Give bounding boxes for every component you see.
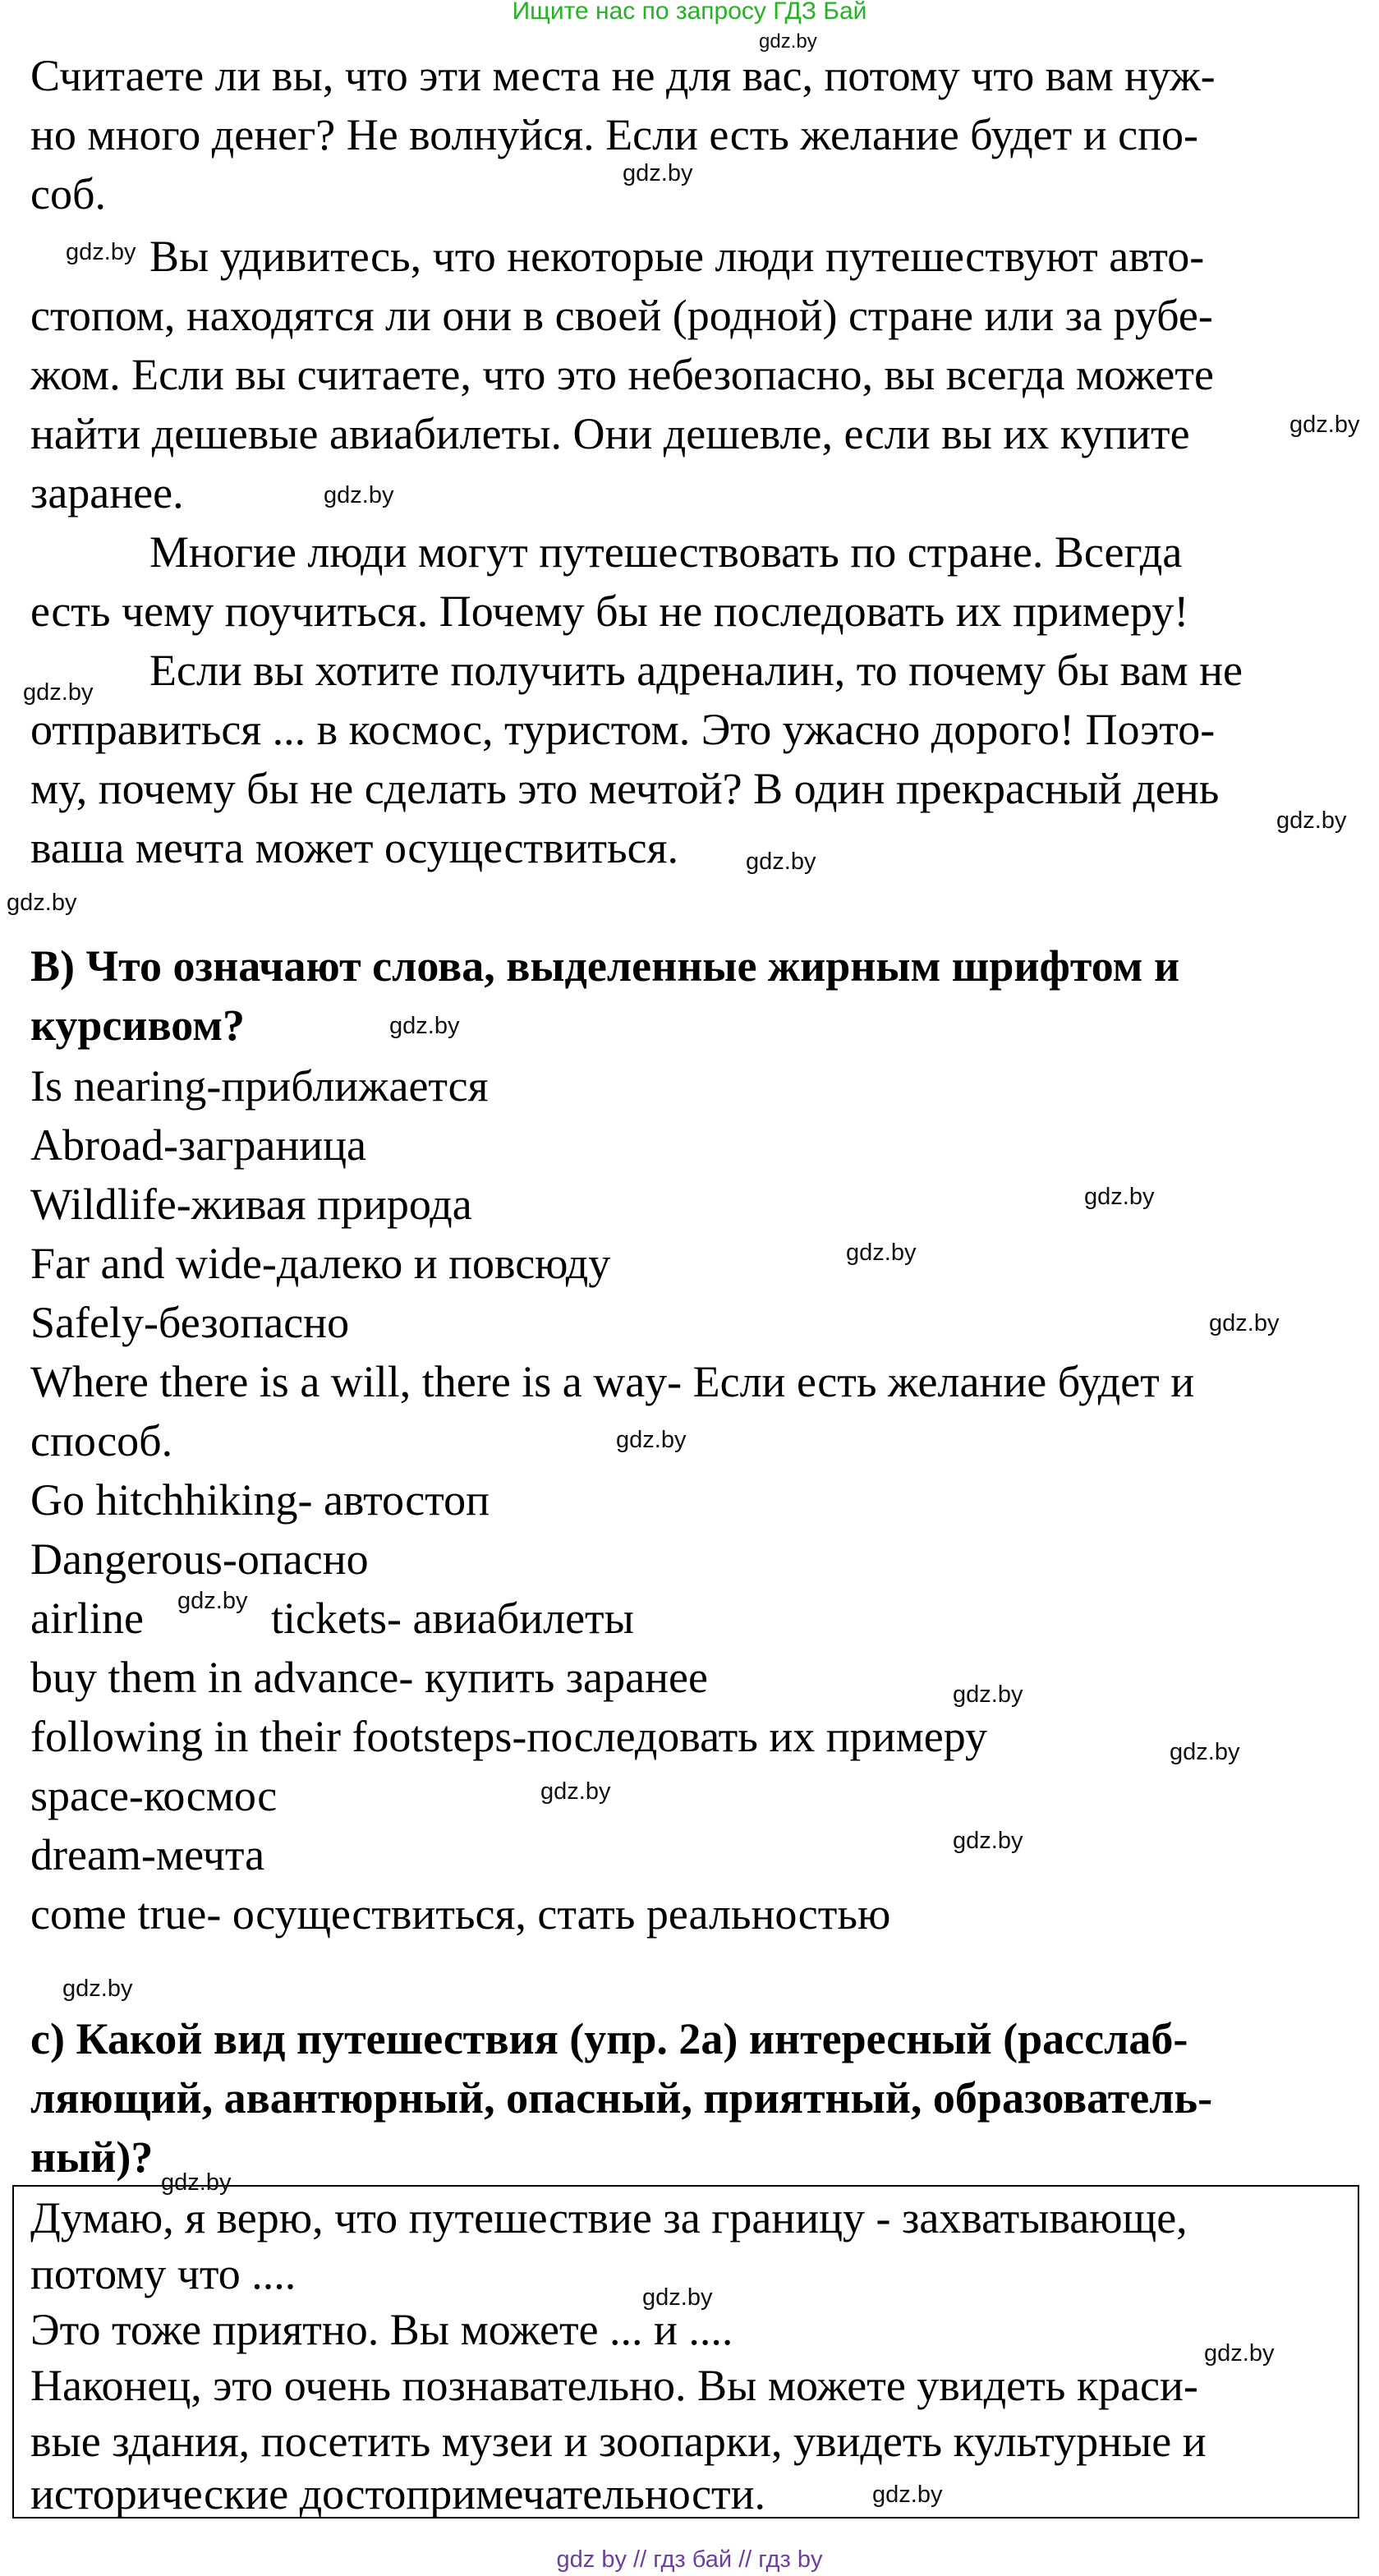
paragraph-4-line-4: ваша мечта может осуществиться. <box>30 823 678 872</box>
paragraph-1-line-2: но много денег? Не волнуйся. Если есть желание будет и спо- <box>30 110 1198 159</box>
bottom-banner[interactable]: gdz by // гдз бай // гдз by <box>556 2546 823 2573</box>
watermark: gdz.by <box>540 1778 611 1805</box>
section-c-heading-line-2: ляющий, авантюрный, опасный, приятный, образователь- <box>30 2073 1213 2123</box>
paragraph-2-line-5: заранее. <box>30 468 184 518</box>
watermark: gdz.by <box>846 1240 917 1266</box>
vocab-item: Abroad-заграница <box>30 1120 367 1170</box>
top-banner[interactable]: Ищите нас по запросу ГДЗ Бай <box>512 0 867 25</box>
paragraph-4-line-2: отправиться ... в космос, туристом. Это ужасно дорого! Поэто- <box>30 705 1216 754</box>
vocab-item: Wildlife-живая природа <box>30 1180 472 1229</box>
watermark: gdz.by <box>616 1427 687 1453</box>
watermark: gdz.by <box>7 890 77 916</box>
watermark: gdz.by <box>1289 412 1360 438</box>
watermark: gdz.by <box>1170 1739 1240 1765</box>
watermark: gdz.by <box>1204 2340 1275 2367</box>
vocab-item: Safely-безопасно <box>30 1298 350 1347</box>
watermark: gdz.by <box>953 1681 1023 1708</box>
paragraph-3-line-2: есть чему поучиться. Почему бы не последовать их примеру! <box>30 586 1189 636</box>
watermark: gdz.by <box>623 160 693 186</box>
paragraph-1-line-1: Считаете ли вы, что эти места не для вас, потому что вам нуж- <box>30 51 1216 100</box>
paragraph-2-line-3: жом. Если вы считаете, что это небезопасно, вы всегда можете <box>30 350 1214 399</box>
paragraph-4-line-3: му, почему бы не сделать это мечтой? В один прекрасный день <box>30 764 1220 813</box>
vocab-item: способ. <box>30 1416 173 1465</box>
vocab-item: come true- осуществиться, стать реальностью <box>30 1889 891 1939</box>
watermark: gdz.by <box>161 2169 232 2196</box>
section-c-heading-line-3: ный)? <box>30 2132 154 2182</box>
answer-line: Думаю, я верю, что путешествие за границу - захватывающе, <box>30 2193 1188 2242</box>
watermark: gdz.by <box>953 1828 1023 1854</box>
paragraph-2-line-4: найти дешевые авиабилеты. Они дешевле, если вы их купите <box>30 409 1190 458</box>
paragraph-1-line-3: соб. <box>30 169 106 218</box>
paragraph-4-line-1: Если вы хотите получить адреналин, то почему бы вам не <box>149 646 1243 695</box>
answer-line: потому что .... <box>30 2249 296 2298</box>
watermark: gdz.by <box>642 2284 713 2311</box>
vocab-item: Is nearing-приближается <box>30 1061 489 1111</box>
vocab-item: dream-мечта <box>30 1830 265 1879</box>
vocab-item: Go hitchhiking- автостоп <box>30 1475 490 1525</box>
vocab-item-airline: airline <box>30 1594 144 1643</box>
answer-line: исторические достопримечательности. <box>30 2469 766 2518</box>
vocab-item: following in their footsteps-последовать их примеру <box>30 1712 988 1761</box>
watermark: gdz.by <box>872 2482 943 2508</box>
watermark: gdz.by <box>23 679 94 706</box>
paragraph-3-line-1: Многие люди могут путешествовать по стране. Всегда <box>149 527 1183 577</box>
answer-line: Наконец, это очень познавательно. Вы можете увидеть краси- <box>30 2361 1198 2410</box>
vocab-item: Far and wide-далеко и повсюду <box>30 1239 611 1288</box>
vocab-item: buy them in advance- купить заранее <box>30 1653 708 1702</box>
watermark: gdz.by <box>324 482 394 508</box>
watermark: gdz.by <box>66 239 136 265</box>
watermark: gdz.by <box>746 849 816 875</box>
answer-line: Это тоже приятно. Вы можете ... и .... <box>30 2305 733 2354</box>
watermark: gdz.by <box>1084 1184 1155 1210</box>
answer-line: вые здания, посетить музеи и зоопарки, увидеть культурные и <box>30 2417 1207 2466</box>
section-b-heading-line-1: B) Что означают слова, выделенные жирным шрифтом и <box>30 941 1180 991</box>
section-c-heading-line-1: c) Какой вид путешествия (упр. 2a) интересный (расслаб- <box>30 2014 1188 2063</box>
watermark: gdz.by <box>389 1013 460 1039</box>
paragraph-2-line-1: Вы удивитесь, что некоторые люди путешествуют авто- <box>149 232 1205 281</box>
vocab-item: Where there is a will, there is a way- Если есть желание будет и <box>30 1357 1195 1406</box>
watermark: gdz.by <box>62 1976 133 2002</box>
vocab-item: space-космос <box>30 1771 278 1820</box>
watermark: gdz.by <box>759 30 817 53</box>
vocab-item-tickets: tickets- авиабилеты <box>271 1594 634 1643</box>
watermark: gdz.by <box>177 1588 248 1614</box>
section-b-heading-line-2: курсивом? <box>30 1000 246 1050</box>
watermark: gdz.by <box>1209 1310 1280 1336</box>
watermark: gdz.by <box>1276 807 1347 834</box>
vocab-item: Dangerous-опасно <box>30 1534 369 1584</box>
paragraph-2-line-2: стопом, находятся ли они в своей (родной) стране или за рубе- <box>30 291 1213 340</box>
